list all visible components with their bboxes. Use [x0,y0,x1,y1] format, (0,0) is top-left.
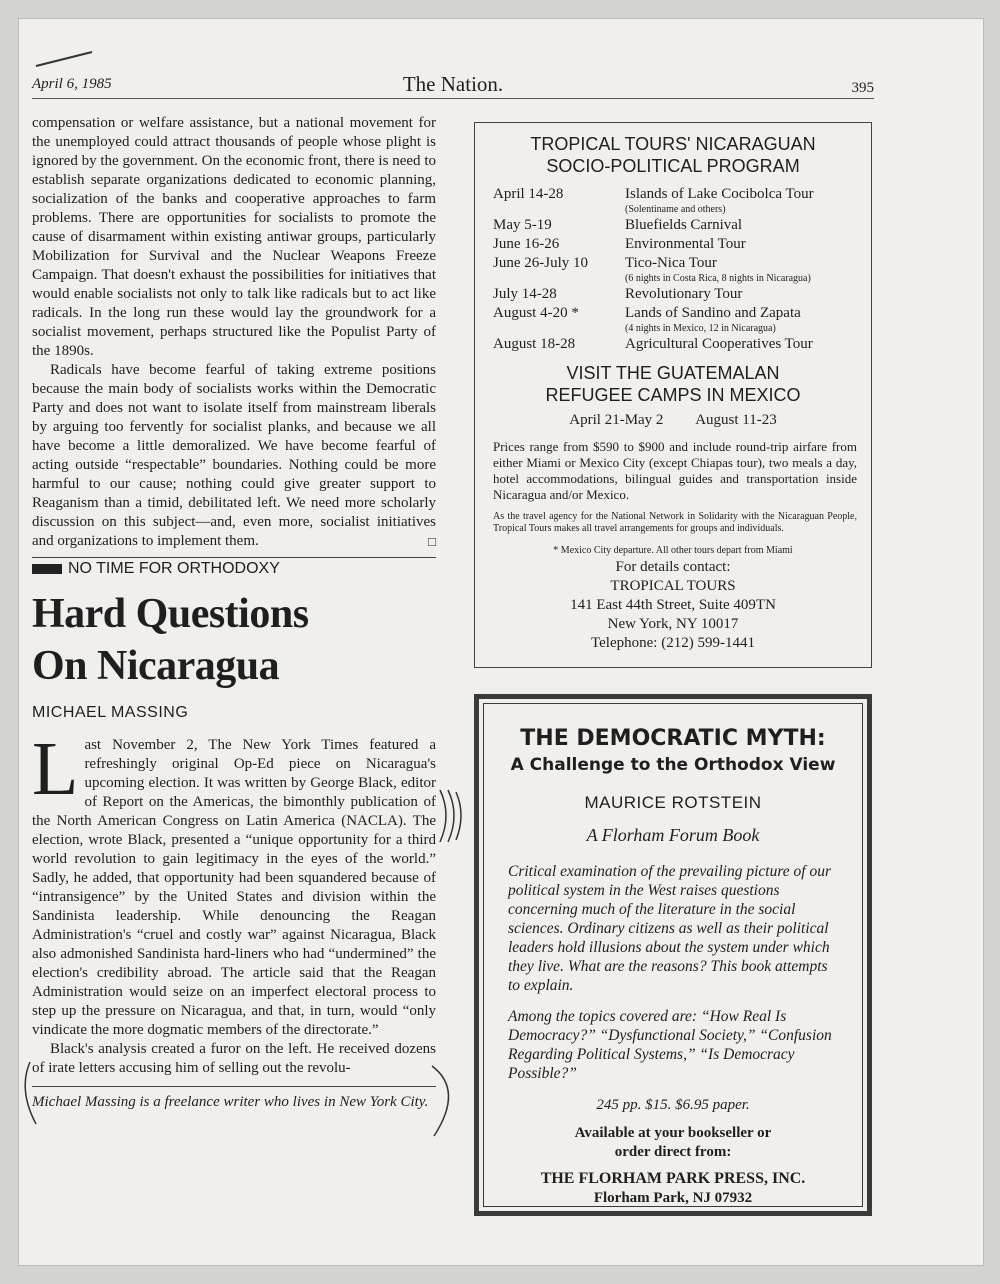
departure-note: * Mexico City departure. All other tours depart from Miami [553,545,793,556]
tour-name: Environmental Tour [625,236,746,252]
camp-dates-1: April 21-May 2 [569,412,664,428]
tour-row [475,254,871,285]
price-info: Prices range from $590 to $900 and include round-trip airfare from either Miami or Mexico City (except Chiapas tour), two meals a day, hotel accommodations, bilingual guides and transportation inside Nicaragua and/or Mexico. [493,439,857,502]
telephone: Telephone: (212) 599-1441 [591,635,755,651]
article-paragraph-2: Black's analysis created a furor on the left. He received dozens of irate letters accusing him of selling out the revolu- [32,1041,436,1076]
page-header [32,72,874,99]
article-paragraph-1-text: ast November 2, The New York Times featured a refreshingly original Op-Ed piece on Nicaragua's upcoming election. It was written by George Black, editor of Report on the Americas, the bimonthly publication of the North American Congress on Latin America (NACLA). The election, wrote Black, presented a “unique opportunity for a third world revolution to gain legitimacy in the eyes of the world.” Sadly, he added, that opportunity had been squandered because of “intransigence” by the United States and division within the Sandinista leadership. While denouncing the Reagan Administration's “cruel and costly war” against Nicaragua, Black also admonished Sandinista hard-liners who had “undermined” the election's credibility abroad. The article said that the Reagan Administration would seize on an imperfect electoral process to step up the pressure on Nicaragua, and that, in turn, would “only vindicate the more dogmatic members of the directorate.” [32,737,436,1038]
issue-date: April 6, 1985 [32,76,112,92]
book-title: THE DEMOCRATIC MYTH: [520,726,826,751]
tour-name: Lands of Sandino and Zapata [625,305,801,321]
tour-name: Bluefields Carnival [625,217,743,233]
kicker-label: NO TIME FOR ORTHODOXY [68,560,280,577]
availability-line-1: Available at your bookseller or [574,1125,772,1141]
book-ad-inner [483,703,863,1207]
tour-date: August 18-28 [493,336,576,352]
tour-info [625,285,871,304]
book-price: 245 pp. $15. $6.95 paper. [596,1097,750,1113]
publication-title: The Nation. [402,72,504,96]
page-number: 395 [851,80,874,96]
article-headline [32,588,436,692]
tour-name: Revolutionary Tour [625,286,743,302]
tour-row [475,216,871,235]
publisher-location: Florham Park, NJ 07932 [593,1190,753,1206]
contact-block [475,558,871,653]
book-description: Critical examination of the prevailing picture of our political system in the West raises questions concerning much of the literature in the social sciences. Ordinary citizens as well as their political leaders hold illusions about the system under which they live. What are the reasons? This book attempts to explain. [508,863,832,994]
continued-paragraph-2 [32,361,436,551]
section-kicker [32,560,436,578]
article-author: MICHAEL MASSING [32,704,189,721]
contact-label: For details contact: [615,559,731,575]
tour-date: June 16-26 [493,236,560,252]
tour-schedule [475,185,871,354]
tour-info [625,304,871,335]
publisher-name: THE FLORHAM PARK PRESS, INC. [540,1170,806,1187]
tour-info [625,185,871,216]
tour-row [475,285,871,304]
section-rule [32,557,436,558]
book-subtitle: A Challenge to the Orthodox View [510,755,836,775]
agency-note: As the travel agency for the National Network in Solidarity with the Nicaraguan People, Tropical Tours makes all travel arrangements for groups and individuals. [493,511,857,534]
tour-date: May 5-19 [493,217,552,233]
kicker-block-icon [32,564,62,574]
headline-line-2: On Nicaragua [32,643,280,689]
author-bio: Michael Massing is a freelance writer who lives in New York City. [32,1086,436,1112]
book-topics: Among the topics covered are: “How Real Is Democracy?” “Dysfunctional Society,” “Confusion Regarding Political Systems,” “Is Democracy Possible?” [508,1008,832,1082]
camp-dates [475,412,871,429]
book-series: A Florham Forum Book [586,825,760,845]
tour-info [625,235,871,254]
tour-date: June 26-July 10 [493,255,588,271]
continued-paragraph-1: compensation or welfare assistance, but a national movement for the unemployed could attract thousands of people whose plight is ignored by the government. On the economic front, there is need to establish separate organizations dedicated to economic planning, socialization of the banks and cooperative approaches to farm problems. There are opportunities for socialists to promote the cause of disarmament within existing antiwar groups, particularly Mobilization for Survival and the Nuclear Weapons Freeze Campaign. That doesn't exhaust the possibilities for initiatives that would enable socialists not only to talk like radicals but to act like radicals. In the long run these would lay the groundwork for a socialist movement, perhaps structured like the Populist Party of the 1890s. [32,115,436,359]
refugee-heading-line-1: VISIT THE GUATEMALAN [566,363,780,383]
tour-name: Tico-Nica Tour [625,255,717,271]
tropical-tours-ad [474,122,872,668]
availability-line-2: order direct from: [614,1144,732,1160]
drop-cap: L [32,727,79,811]
tour-row [475,335,871,354]
tours-ad-title-line-2: SOCIO-POLITICAL PROGRAM [546,156,800,176]
continued-paragraph-2-text: Radicals have become fearful of taking extreme positions because the main body of socialists works within the Democratic Party and does not want to isolate itself from mainstream liberals by arguing too fervently for socialist planks, and because we all have become a little demoralized. We have become fearful of acting outside “respectable” boundaries. Nothing could be more harmful to our cause; nothing could give greater support to Reaganism than a timid, debilitated left. We need more scholarly discussion on this subject—and, even more, socialist initiatives and organizations to implement them. [32,362,436,549]
tour-row [475,304,871,335]
camp-dates-2: August 11-23 [695,412,777,428]
headline-line-1: Hard Questions [32,591,309,637]
tour-date: April 14-28 [493,186,564,202]
tour-note: (6 nights in Costa Rica, 8 nights in Nicaragua) [625,273,811,284]
book-author: MAURICE ROTSTEIN [584,793,762,812]
end-mark: □ [428,534,436,549]
tour-row [475,235,871,254]
refugee-camps-heading [475,362,871,406]
tour-note: (Solentiname and others) [625,204,726,215]
tours-ad-title-line-1: TROPICAL TOURS' NICARAGUAN [530,134,816,154]
tours-ad-title [475,133,871,177]
tour-name: Agricultural Cooperatives Tour [625,336,813,352]
address-line-1: 141 East 44th Street, Suite 409TN [570,597,776,613]
tour-info [625,254,871,285]
tour-info [625,335,871,354]
article-body [32,727,436,1078]
tour-row [475,185,871,216]
democratic-myth-ad [474,694,872,1216]
tour-name: Islands of Lake Cocibolca Tour [625,186,814,202]
tour-date: July 14-28 [493,286,557,302]
tour-info [625,216,871,235]
address-line-2: New York, NY 10017 [607,616,739,632]
company-name: TROPICAL TOURS [610,578,736,594]
tour-date: August 4-20 * [493,305,579,321]
availability [484,1124,862,1162]
article-paragraph-1 [32,727,436,1040]
tour-note: (4 nights in Mexico, 12 in Nicaragua) [625,323,776,334]
left-column [32,114,436,1112]
refugee-heading-line-2: REFUGEE CAMPS IN MEXICO [545,385,801,405]
